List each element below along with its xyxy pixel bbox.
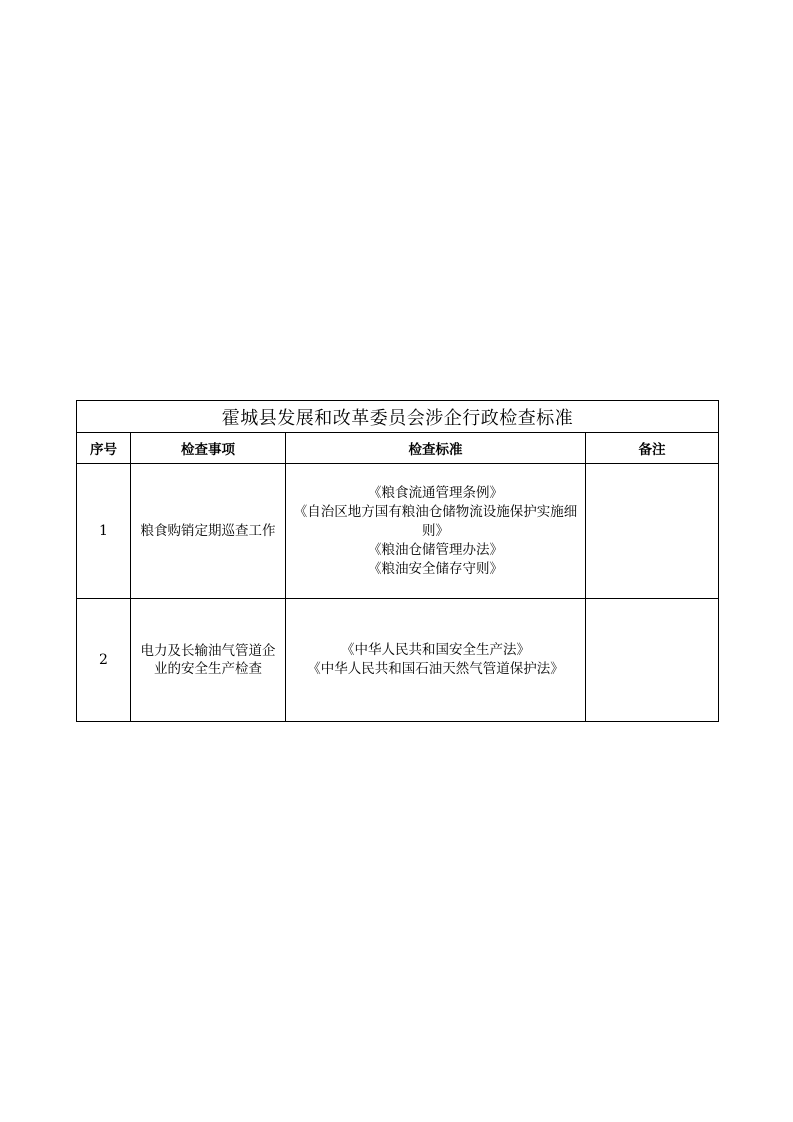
standard-line: 《中华人民共和国石油天然气管道保护法》 (307, 661, 564, 677)
standard-line: 《粮油仓储管理办法》 (368, 541, 503, 558)
row-remark (586, 599, 719, 722)
header-inspection-standard: 检查标准 (286, 433, 586, 464)
row-inspection-item: 电力及长输油气管道企业的安全生产检查 (131, 599, 286, 722)
table-header-row (77, 433, 719, 464)
standard-line: 《中华人民共和国安全生产法》 (341, 642, 530, 658)
standard-line: 《自治区地方国有粮油仓储物流设施保护实施细则》 (293, 503, 578, 539)
table-row (77, 464, 719, 599)
row-inspection-item: 粮食购销定期巡查工作 (131, 464, 286, 599)
row-remark (586, 464, 719, 599)
inspection-standards-table (76, 400, 719, 722)
row-inspection-standard (286, 599, 586, 722)
table-row (77, 599, 719, 722)
standard-line: 《粮食流通管理条例》 (368, 484, 503, 501)
header-inspection-item: 检查事项 (131, 433, 286, 464)
row-number: 2 (77, 599, 131, 722)
header-remarks: 备注 (586, 433, 719, 464)
header-number: 序号 (77, 433, 131, 464)
row-number: 1 (77, 464, 131, 599)
table-title-row (77, 401, 719, 433)
row-inspection-standard (286, 464, 586, 599)
standard-line: 《粮油安全储存守则》 (368, 560, 503, 577)
table-title: 霍城县发展和改革委员会涉企行政检查标准 (77, 401, 719, 433)
